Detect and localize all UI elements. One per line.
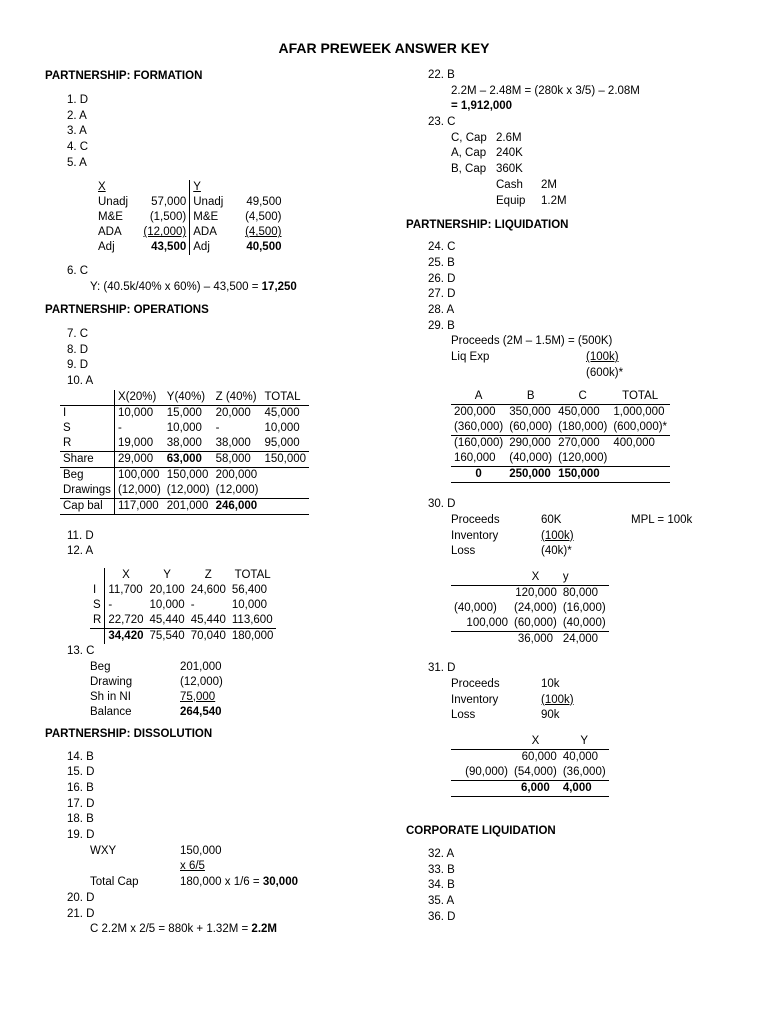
cell: 10,000 bbox=[149, 598, 185, 611]
answer: 10. A bbox=[67, 374, 94, 387]
answer: 31. D bbox=[428, 662, 456, 675]
cell: 45,440 bbox=[188, 613, 229, 629]
answer: 1. D bbox=[67, 94, 89, 106]
calc-line bbox=[406, 194, 751, 210]
label: Equip bbox=[496, 194, 526, 207]
value: 10k bbox=[541, 677, 560, 690]
answer: 21. D bbox=[67, 907, 95, 920]
section-heading-operations: PARTNERSHIP: OPERATIONS bbox=[45, 303, 209, 316]
calc-line bbox=[406, 544, 751, 560]
cell: M&E bbox=[190, 210, 227, 225]
cell: Balance bbox=[90, 705, 132, 718]
calc-text: C 2.2M x 2/5 = 880k + 1.32M = bbox=[90, 923, 252, 936]
cell: I bbox=[93, 583, 97, 596]
cell: 150,000 bbox=[261, 451, 309, 467]
cell: S bbox=[93, 598, 101, 611]
cell: 34,420 bbox=[105, 628, 147, 644]
answer: 17. D bbox=[67, 797, 95, 810]
answer: 28. A bbox=[428, 303, 455, 316]
calculation bbox=[45, 922, 385, 938]
answer: 9. D bbox=[67, 359, 89, 372]
cell: 450,000 bbox=[558, 406, 600, 419]
cell: 10,000 bbox=[114, 405, 163, 421]
cell: 290,000 bbox=[509, 437, 551, 450]
calculation: 2.2M – 2.48M = (280k x 3/5) – 2.08M bbox=[451, 84, 640, 97]
cell: 20,000 bbox=[215, 406, 251, 419]
col-header: X bbox=[511, 570, 560, 586]
cell: 38,000 bbox=[164, 436, 213, 452]
col-header: y bbox=[560, 570, 609, 586]
cell: 250,000 bbox=[506, 467, 555, 483]
section-heading-dissolution: PARTNERSHIP: DISSOLUTION bbox=[45, 727, 213, 740]
calc-line bbox=[406, 334, 751, 350]
answer: 36. D bbox=[428, 910, 456, 923]
value: (100k) bbox=[541, 529, 574, 542]
cell: 58,000 bbox=[213, 451, 262, 467]
cell: M&E bbox=[98, 211, 123, 224]
value: 1.2M bbox=[541, 194, 567, 207]
cell: 40,000 bbox=[562, 750, 599, 763]
answer: 2. A bbox=[67, 109, 87, 122]
answer: 3. A bbox=[67, 125, 87, 138]
label: Loss bbox=[451, 545, 476, 558]
col-header: TOTAL bbox=[610, 389, 670, 405]
cell: (12,000) bbox=[143, 226, 187, 239]
cell bbox=[610, 467, 670, 483]
answer: 30. D bbox=[428, 498, 456, 511]
answer: 23. C bbox=[428, 116, 456, 129]
cell: Unadj bbox=[98, 196, 129, 209]
col-header: Y bbox=[163, 568, 171, 581]
cell bbox=[451, 632, 511, 648]
section-heading-corporate: CORPORATE LIQUIDATION bbox=[406, 824, 556, 837]
value: (40k)* bbox=[541, 545, 572, 558]
cell: (4,500) bbox=[245, 226, 282, 239]
answer: 26. D bbox=[428, 272, 456, 285]
cell: R bbox=[60, 436, 114, 452]
cell: - bbox=[190, 598, 195, 611]
answer: 32. A bbox=[428, 847, 455, 860]
cell: 45,440 bbox=[147, 613, 188, 629]
cell bbox=[451, 780, 511, 796]
calc-result: = 1,912,000 bbox=[451, 100, 513, 113]
col-header: Z (40%) bbox=[213, 390, 262, 406]
left-column bbox=[45, 68, 385, 938]
value: x 6/5 bbox=[180, 860, 205, 873]
answer: 22. B bbox=[428, 69, 455, 81]
cell: 4,000 bbox=[560, 780, 609, 796]
cell: Adj bbox=[190, 240, 227, 255]
cell: (12,000) bbox=[213, 483, 262, 499]
cell: 200,000 bbox=[454, 406, 496, 419]
cell: (40,000) bbox=[560, 616, 609, 632]
a13-table bbox=[87, 660, 226, 720]
cell: R bbox=[90, 613, 105, 629]
page-title: AFAR PREWEEK ANSWER KEY bbox=[278, 40, 490, 56]
calc-line bbox=[406, 677, 751, 693]
col-header: B bbox=[506, 389, 555, 405]
calc-text: Y: (40.5k/40% x 60%) – 43,500 = bbox=[90, 281, 262, 294]
result: 30,000 bbox=[262, 876, 298, 889]
cell: (160,000) bbox=[454, 437, 504, 450]
cell: 160,000 bbox=[451, 451, 506, 467]
answer: 6. C bbox=[67, 265, 89, 278]
cell: 20,100 bbox=[149, 583, 185, 596]
cell: 264,540 bbox=[180, 705, 222, 718]
col-header: C bbox=[555, 389, 610, 405]
cell: 10,000 bbox=[166, 421, 202, 434]
cell: 350,000 bbox=[509, 406, 551, 419]
cell: 80,000 bbox=[562, 587, 599, 600]
answer: 25. B bbox=[428, 256, 455, 269]
label: Proceeds bbox=[451, 677, 500, 690]
cell: 0 bbox=[451, 467, 506, 483]
cell: Adj bbox=[98, 241, 115, 254]
cell: 29,000 bbox=[114, 451, 163, 467]
answer: 4. C bbox=[67, 141, 89, 154]
label: B, Cap bbox=[451, 163, 487, 176]
cell: 400,000 bbox=[613, 437, 655, 450]
cell: (40,000) bbox=[454, 602, 497, 615]
cell: (360,000) bbox=[451, 420, 506, 436]
answer: 14. B bbox=[67, 750, 94, 763]
answer: 19. D bbox=[67, 829, 95, 842]
label: Inventory bbox=[451, 693, 499, 706]
liquidation-table-1 bbox=[451, 389, 670, 483]
cell: Beg bbox=[63, 468, 84, 481]
cell: (12,000) bbox=[164, 483, 213, 499]
cell: (40,000) bbox=[506, 451, 555, 467]
answer: 7. C bbox=[67, 327, 89, 340]
cell: Beg bbox=[90, 660, 111, 673]
operations-table-1 bbox=[60, 390, 309, 515]
col-header: X bbox=[105, 568, 147, 583]
cell: 150,000 bbox=[166, 468, 209, 481]
answer: 15. D bbox=[67, 766, 95, 779]
cell: (60,000) bbox=[506, 420, 555, 436]
label: Liq Exp bbox=[451, 351, 490, 363]
calc-line bbox=[45, 844, 385, 860]
calc-line bbox=[406, 350, 751, 366]
calc-line bbox=[406, 131, 751, 147]
operations-table-2 bbox=[90, 568, 276, 644]
answer: 8. D bbox=[67, 343, 89, 356]
value: 60K bbox=[541, 514, 562, 527]
col-header: X(20%) bbox=[114, 390, 163, 406]
cell: 57,000 bbox=[151, 196, 187, 209]
calc-result: 17,250 bbox=[261, 281, 297, 294]
value: 240K bbox=[496, 147, 523, 160]
label: Proceeds bbox=[451, 514, 500, 527]
col-header: Y bbox=[190, 180, 227, 195]
cell: 11,700 bbox=[105, 583, 147, 598]
cell: (180,000) bbox=[555, 420, 610, 436]
cell: Share bbox=[60, 451, 114, 467]
cell: (90,000) bbox=[451, 765, 511, 781]
cell: 70,040 bbox=[190, 629, 226, 642]
cell bbox=[610, 451, 670, 467]
value: 150,000 bbox=[180, 844, 222, 857]
cell: (60,000) bbox=[511, 616, 560, 632]
cell: (600,000)* bbox=[610, 420, 670, 436]
col-header bbox=[90, 568, 105, 583]
label: A, Cap bbox=[451, 147, 487, 160]
value: (100k) bbox=[586, 351, 619, 363]
answer: 16. B bbox=[67, 782, 94, 794]
cell: 117,000 bbox=[114, 498, 163, 514]
calc-line bbox=[406, 162, 751, 178]
calc-line bbox=[406, 708, 751, 724]
col-header: Y bbox=[560, 734, 609, 750]
answer: 5. A bbox=[67, 156, 87, 169]
col-header: TOTAL bbox=[234, 568, 271, 581]
section-heading-formation: PARTNERSHIP: FORMATION bbox=[45, 70, 203, 82]
label: Loss bbox=[451, 709, 476, 722]
cell: 100,000 bbox=[114, 467, 163, 483]
value: (100k) bbox=[541, 693, 574, 706]
calc-line bbox=[406, 178, 751, 194]
cell: 100,000 bbox=[451, 616, 511, 632]
answer: 24. C bbox=[428, 241, 456, 254]
label: C, Cap bbox=[451, 131, 487, 144]
calc-result: 2.2M bbox=[251, 923, 277, 936]
cell: ADA bbox=[98, 226, 122, 239]
cell: ADA bbox=[190, 225, 227, 240]
cell: (12,000) bbox=[114, 483, 163, 499]
cell: (1,500) bbox=[149, 211, 187, 224]
formation-table bbox=[95, 180, 285, 255]
cell: 10,000 bbox=[264, 421, 300, 434]
label: Cash bbox=[496, 178, 523, 191]
value: 2.6M bbox=[496, 131, 522, 144]
cell: 113,600 bbox=[229, 613, 277, 629]
cell: S bbox=[63, 421, 71, 434]
cell bbox=[261, 498, 309, 514]
cell: 24,000 bbox=[562, 633, 599, 646]
liquidation-table-2 bbox=[451, 570, 609, 647]
label: Inventory bbox=[451, 529, 499, 542]
cell bbox=[261, 483, 309, 499]
cell: 6,000 bbox=[511, 780, 560, 796]
cell bbox=[261, 467, 309, 483]
cell: 49,500 bbox=[246, 196, 282, 209]
col-header: Y(40%) bbox=[164, 390, 213, 406]
answer: 27. D bbox=[428, 288, 456, 301]
answer: 18. B bbox=[67, 813, 94, 826]
cell bbox=[451, 749, 511, 765]
cell: 180,000 bbox=[231, 629, 274, 642]
cell: 201,000 bbox=[180, 660, 222, 673]
section-heading-liquidation: PARTNERSHIP: LIQUIDATION bbox=[406, 219, 569, 232]
cell: 24,600 bbox=[190, 583, 226, 596]
cell: 1,000,000 bbox=[613, 406, 665, 419]
col-header bbox=[60, 390, 114, 406]
calc-line bbox=[45, 859, 385, 875]
answer: 11. D bbox=[67, 529, 94, 542]
answer: 13. C bbox=[67, 644, 95, 657]
cell: (36,000) bbox=[560, 765, 609, 781]
col-header: A bbox=[451, 389, 506, 405]
value: 90k bbox=[541, 709, 560, 722]
col-header bbox=[451, 734, 511, 750]
calculation bbox=[45, 280, 385, 296]
cell: 10,000 bbox=[231, 598, 268, 611]
cell: 36,000 bbox=[517, 633, 554, 646]
col-header: X bbox=[98, 181, 106, 194]
cell: Unadj bbox=[190, 195, 227, 210]
cell: 95,000 bbox=[261, 436, 309, 452]
cell: 75,000 bbox=[180, 690, 216, 703]
answer: 35. A bbox=[428, 894, 455, 907]
cell: (24,000) bbox=[514, 602, 557, 615]
cell: 200,000 bbox=[215, 468, 258, 481]
calc-line bbox=[45, 875, 385, 891]
label: Proceeds (2M – 1.5M) = bbox=[451, 335, 578, 348]
cell: Cap bal bbox=[60, 498, 114, 514]
col-header: TOTAL bbox=[261, 390, 309, 406]
cell: 45,000 bbox=[264, 406, 300, 419]
cell: - bbox=[215, 421, 220, 434]
col-header bbox=[451, 570, 511, 586]
cell: 15,000 bbox=[166, 406, 202, 419]
cell: 120,000 bbox=[515, 587, 557, 600]
cell: 270,000 bbox=[558, 437, 600, 450]
cell: 19,000 bbox=[114, 436, 163, 452]
cell: 60,000 bbox=[521, 750, 557, 763]
cell: I bbox=[63, 406, 67, 419]
liquidation-table-3 bbox=[451, 734, 609, 797]
mpl-note: MPL = 100k bbox=[631, 514, 693, 527]
cell: (120,000) bbox=[555, 451, 610, 467]
cell: (16,000) bbox=[562, 602, 606, 615]
cell: Drawing bbox=[90, 675, 133, 688]
value: 2M bbox=[541, 178, 557, 191]
calc-line bbox=[406, 529, 751, 545]
cell: Sh in NI bbox=[90, 690, 131, 703]
label: Total Cap bbox=[90, 876, 139, 889]
right-column bbox=[406, 68, 751, 925]
cell: (4,500) bbox=[245, 211, 282, 224]
cell: (54,000) bbox=[511, 765, 560, 781]
cell: 40,500 bbox=[246, 241, 282, 254]
value: 180,000 x 1/6 = bbox=[180, 876, 263, 889]
col-header: Z bbox=[204, 568, 212, 581]
cell: 75,540 bbox=[149, 629, 185, 642]
label: WXY bbox=[90, 844, 117, 857]
calc-line bbox=[406, 146, 751, 162]
cell: 63,000 bbox=[164, 451, 213, 467]
cell: 43,500 bbox=[151, 241, 187, 254]
calc-line bbox=[406, 366, 751, 382]
cell: - bbox=[114, 421, 163, 436]
answer: 29. B bbox=[428, 319, 455, 332]
cell: - bbox=[105, 598, 147, 613]
answer: 34. B bbox=[428, 879, 455, 892]
calc-line bbox=[406, 513, 751, 529]
cell: 22,720 bbox=[105, 613, 147, 629]
answer: 12. A bbox=[67, 545, 94, 558]
value: (500K) bbox=[577, 335, 613, 348]
cell bbox=[451, 586, 511, 602]
calc-line bbox=[406, 693, 751, 709]
value: (600k)* bbox=[586, 366, 624, 379]
answer: 20. D bbox=[67, 891, 95, 904]
cell: (12,000) bbox=[180, 675, 223, 688]
cell: 38,000 bbox=[213, 436, 262, 452]
col-header: X bbox=[511, 734, 560, 750]
cell: 56,400 bbox=[231, 583, 268, 596]
answer: 33. B bbox=[428, 863, 455, 876]
value: 360K bbox=[496, 163, 523, 176]
cell: 150,000 bbox=[555, 467, 610, 483]
cell: Drawings bbox=[60, 483, 114, 499]
cell bbox=[90, 628, 105, 644]
cell: 201,000 bbox=[164, 498, 213, 514]
cell: 246,000 bbox=[213, 498, 262, 514]
